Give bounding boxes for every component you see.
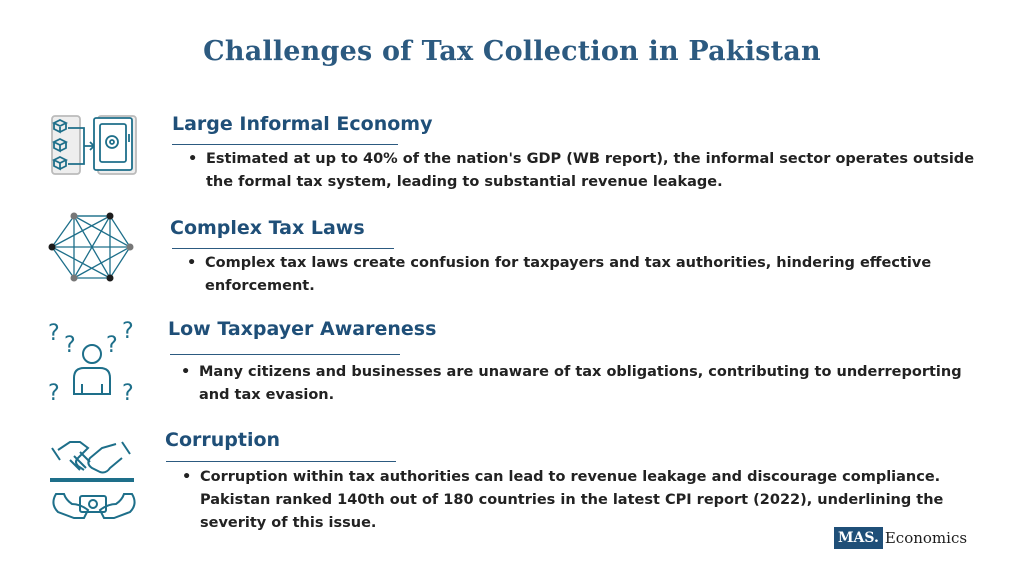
bullet-text: Many citizens and businesses are unaware of tax obligations, contributing to underreporting and tax evasion. <box>199 364 962 403</box>
logo-mark: MAS. <box>834 527 883 549</box>
bullet-text: Corruption within tax authorities can lead to revenue leakage and discourage compliance. Pakistan ranked 140th out of 180 countries in the latest CPI report (2022), underlining the severity of this issue. <box>200 469 944 531</box>
svg-text:?: ? <box>64 333 76 358</box>
section-text-complex-tax-laws <box>187 252 987 298</box>
bullet-dot: • <box>187 255 197 271</box>
network-hexagon-icon <box>46 212 136 282</box>
svg-text:?: ? <box>122 381 134 406</box>
mas-economics-logo <box>834 527 967 549</box>
section-heading-corruption: Corruption <box>165 429 281 451</box>
section-text-taxpayer-awareness <box>181 361 981 407</box>
svg-text:?: ? <box>48 381 60 406</box>
section-heading-complex-tax-laws: Complex Tax Laws <box>170 217 365 239</box>
svg-text:?: ? <box>106 333 118 358</box>
heading-underline <box>166 461 396 462</box>
bullet-dot: • <box>182 469 192 485</box>
section-text-informal-economy <box>188 148 988 194</box>
svg-text:?: ? <box>48 321 60 346</box>
bullet-text: Complex tax laws create confusion for taxpayers and tax authorities, hindering effective enforcement. <box>205 255 932 294</box>
bullet-text: Estimated at up to 40% of the nation's GDP (WB report), the informal sector operates outside the formal tax system, leading to substantial revenue leakage. <box>206 151 975 190</box>
boxes-to-safe-icon <box>48 112 138 178</box>
section-heading-taxpayer-awareness: Low Taxpayer Awareness <box>168 318 437 340</box>
confused-person-icon <box>44 316 140 406</box>
bribe-handshake-icon <box>46 434 138 524</box>
bullet-dot: • <box>181 364 191 380</box>
logo-name: Economics <box>884 529 968 547</box>
svg-text:?: ? <box>122 319 134 344</box>
bullet-dot: • <box>188 151 198 167</box>
page-title: Challenges of Tax Collection in Pakistan <box>203 36 821 67</box>
section-text-corruption <box>182 466 962 535</box>
section-heading-informal-economy: Large Informal Economy <box>172 113 433 135</box>
heading-underline <box>170 354 400 355</box>
heading-underline <box>172 144 398 145</box>
heading-underline <box>172 248 394 249</box>
